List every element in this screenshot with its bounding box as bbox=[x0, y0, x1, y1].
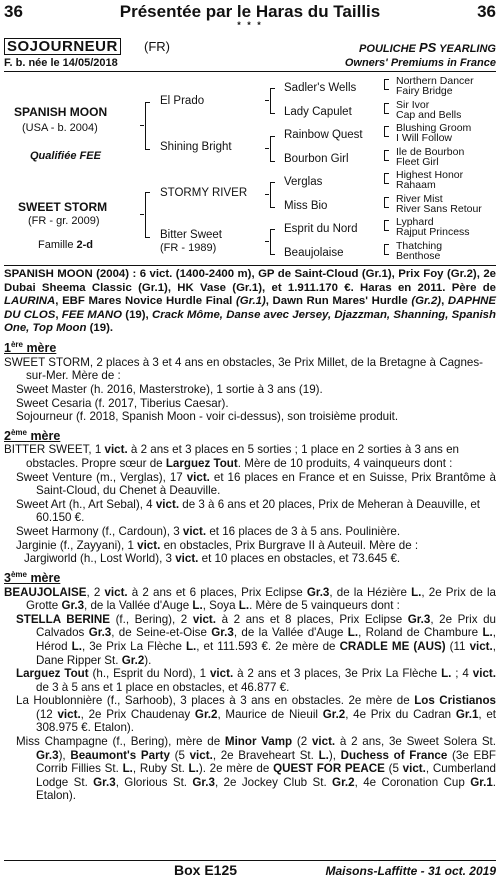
ped-gen3: Sadler's Wells bbox=[284, 82, 357, 94]
ped-gen2: Bitter Sweet bbox=[160, 229, 222, 241]
first-dam-entry: SWEET STORM, 2 places à 3 et 4 ans en obstacles, 3e Prix Millet, de la Bretagne à Cagnes-sur-Mer. Mère de : bbox=[4, 355, 484, 383]
ped-gen4: River Mist bbox=[396, 193, 443, 205]
page-footer bbox=[4, 862, 496, 878]
bracket bbox=[270, 88, 275, 114]
third-dam-entry: BEAUJOLAISE, 2 vict. à 2 ans et 6 places, Prix Eclipse Gr.3, de la Hézière L., 2e Prix de la Grotte Gr.3, de la Vallée d'Auge L., Soya L.. Mère de 5 vainqueurs dont : bbox=[4, 585, 496, 613]
horse-line bbox=[4, 38, 496, 55]
horse-country: (FR) bbox=[144, 39, 170, 54]
ped-gen4: Lyphard bbox=[396, 216, 434, 228]
produce-entry: Sweet Art (h., Art Sebal), 4 vict. de 3 à 6 ans et 20 places, Prix de Meheran à Deauville, et 60.150 €. bbox=[16, 497, 481, 525]
ped-gen3: Miss Bio bbox=[284, 200, 328, 212]
ped-dam-sire-qual: Qualifiée FEE bbox=[30, 150, 101, 162]
ped-dam-sire-info: (USA - b. 2004) bbox=[22, 122, 98, 134]
bracket bbox=[384, 220, 389, 231]
ped-famille: Famille 2-d bbox=[38, 239, 94, 251]
bracket bbox=[384, 79, 389, 90]
ped-gen4: Sir Ivor bbox=[396, 99, 430, 111]
horse-category: POULICHE PS YEARLING bbox=[359, 40, 496, 55]
ped-gen4: Benthose bbox=[396, 250, 441, 262]
bracket bbox=[384, 197, 389, 208]
ped-gen4: I Will Follow bbox=[396, 132, 453, 144]
ped-gen2: STORMY RIVER bbox=[160, 187, 248, 199]
ped-gen4: Highest Honor bbox=[396, 169, 464, 181]
bracket-tick bbox=[265, 100, 269, 101]
dam-summary: SPANISH MOON (2004) : 6 vict. (1400-2400 m), GP de Saint-Cloud (Gr.1), Prix Foy (Gr.2), 2e Dubai Sheema Classic (Gr.1), HK Vase (Gr.1), et 1.911.170 €. Haras en 2011. Père de LAURINA, EBF Mares Novice Hurdle Final (Gr.1), Dawn Run Mares' Hurdle (Gr.2), DAPHNE DU CLOS, FEE MANO (19), Crack Môme, Danse avec Jersey, Djazzman, Shanning, Spanish One, Top Moon (19). bbox=[4, 268, 496, 335]
produce-entry: Sweet Harmony (f., Cardoun), 3 vict. et 16 places de 3 à 5 ans. Poulinière. bbox=[16, 525, 401, 538]
ped-gen2-extra: (FR - 1989) bbox=[160, 242, 217, 254]
ped-gen4: Thatching bbox=[396, 240, 443, 252]
second-dam-entry: BITTER SWEET, 1 vict. à 2 ans et 3 places en 5 sorties ; 1 place en 2 sorties à 3 ans en obstacles. Propre sœur de Larguez Tout. Mère de 10 produits, 4 vainqueurs dont : bbox=[4, 443, 459, 471]
ped-gen4: River Sans Retour bbox=[396, 203, 482, 215]
produce-entry: Sweet Cesaria (f. 2017, Tiberius Caesar). bbox=[16, 396, 229, 410]
produce-entry: Sojourneur (f. 2018, Spanish Moon - voir ci-dessus), son troisième produit. bbox=[16, 410, 399, 424]
bracket-tick bbox=[265, 194, 269, 195]
produce-entry: Jargiworld (h., Lost World), 3 vict. et 10 places en obstacles, et 73.645 €. bbox=[24, 552, 401, 566]
bracket bbox=[384, 103, 389, 114]
bracket-tick bbox=[140, 214, 144, 215]
produce-entry: La Houblonnière (f., Sarhoob), 3 places à 3 ans en obstacles. 2e mère de Los Cristianos (12 vict., 2e Prix Chaudenay Gr.2, Maurice de Nieuil Gr.2, 4e Prix du Cadran Gr.1, et 308.975 €. Etalon). bbox=[16, 694, 496, 735]
header-stars: * * * bbox=[237, 20, 263, 30]
produce-entry: Larguez Tout (h., Esprit du Nord), 1 vict. à 2 ans et 3 places, 3e Prix La Flèche L. ; 4 vict. de 3 à 5 ans et 1 place en obstacles, et 46.877 €. bbox=[16, 667, 496, 694]
bracket bbox=[384, 150, 389, 161]
lot-number-right: 36 bbox=[477, 2, 496, 21]
produce-entry: Jarginie (f., Zayyani), 1 vict. en obstacles, Prix Burgrave II à Auteuil. Mère de : bbox=[16, 538, 419, 552]
section-3eme-mere: 3ème mère bbox=[4, 569, 61, 585]
horse-birth: F. b. née le 14/05/2018 bbox=[4, 57, 118, 69]
horse-name: SOJOURNEUR bbox=[4, 38, 121, 55]
ped-gen4: Fleet Girl bbox=[396, 156, 439, 168]
ped-dam-info: (FR - gr. 2009) bbox=[28, 215, 100, 227]
ped-gen3: Rainbow Quest bbox=[284, 129, 363, 141]
section-1ere-mere: 1ère mère bbox=[4, 339, 57, 356]
bracket-tick bbox=[265, 241, 269, 242]
divider bbox=[4, 265, 496, 266]
produce-entry: Sweet Venture (m., Verglas), 17 vict. et 16 places en France et en Suisse, Prix Brantôme à Saint-Cloud, du Chenet à Deauville. bbox=[16, 470, 496, 498]
ped-dam-sire: SPANISH MOON bbox=[14, 105, 108, 119]
bracket bbox=[384, 126, 389, 137]
bracket-tick bbox=[140, 125, 144, 126]
ped-gen4: Rahaam bbox=[396, 179, 436, 191]
ped-gen2: El Prado bbox=[160, 95, 205, 107]
bracket bbox=[270, 182, 275, 208]
sale-venue-date: Maisons-Laffitte - 31 oct. 2019 bbox=[325, 864, 496, 878]
divider bbox=[4, 860, 496, 861]
owners-premiums: Owners' Premiums in France bbox=[344, 57, 496, 69]
pedigree bbox=[0, 72, 500, 264]
ped-gen4: Blushing Groom bbox=[396, 122, 472, 134]
ped-gen4: Northern Dancer bbox=[396, 75, 474, 87]
produce-entry: STELLA BERINE (f., Bering), 2 vict. à 2 ans et 8 places, Prix Eclipse Gr.3, 2e Prix du Calvados Gr.3, de Seine-et-Oise Gr.3, de la Vallée d'Auge L., Roland de Chambure L., Hérod L., 3e Prix La Flèche L., et 111.593 €. 2e mère de CRADLE ME (AUS) (11 vict., Dane Ripper St. Gr.2). bbox=[16, 612, 497, 667]
consignor-title: Présentée par le Haras du Taillis bbox=[119, 2, 381, 21]
produce-entry: Miss Champagne (f., Bering), mère de Minor Vamp (2 vict. à 2 ans, 3e Sweet Solera St. Gr.3), Beaumont's Party (5 vict., 2e Braveheart St. L.), Duchess of France (3e EBF Corrib Fillies St. L., Ruby St. L.). 2e mère de QUEST FOR PEACE (5 vict., Cumberland Lodge St. Gr.3, Glorious St. Gr.3, 2e Jockey Club St. Gr.2, 4e Coronation Cup Gr.1. Etalon). bbox=[16, 735, 497, 803]
produce-entry: Sweet Master (h. 2016, Masterstroke), 1 sortie à 3 ans (19). bbox=[16, 382, 323, 396]
ped-gen4: Ile de Bourbon bbox=[396, 146, 465, 158]
bracket-tick bbox=[265, 148, 269, 149]
lot-number-left: 36 bbox=[4, 2, 23, 21]
bracket bbox=[384, 173, 389, 184]
bracket bbox=[270, 229, 275, 255]
ped-gen4: Rajput Princess bbox=[396, 226, 470, 238]
ped-gen3: Esprit du Nord bbox=[284, 223, 358, 235]
bracket bbox=[145, 102, 150, 150]
ped-gen3: Beaujolaise bbox=[284, 247, 344, 259]
ped-gen4: Cap and Bells bbox=[396, 109, 462, 121]
ped-dam: SWEET STORM bbox=[18, 200, 108, 214]
bracket bbox=[384, 244, 389, 255]
ped-gen3: Lady Capulet bbox=[284, 106, 352, 118]
ped-gen3: Bourbon Girl bbox=[284, 153, 349, 165]
page-header bbox=[4, 2, 496, 22]
ped-gen4: Fairy Bridge bbox=[396, 85, 453, 97]
ped-gen2: Shining Bright bbox=[160, 141, 232, 153]
ped-gen3: Verglas bbox=[284, 176, 323, 188]
body-text bbox=[4, 268, 496, 803]
bracket bbox=[270, 136, 275, 162]
horse-birth-line bbox=[4, 57, 496, 71]
bracket bbox=[145, 192, 150, 238]
section-2eme-mere: 2ème mère bbox=[4, 427, 61, 443]
box-number: Box E125 bbox=[174, 862, 238, 878]
